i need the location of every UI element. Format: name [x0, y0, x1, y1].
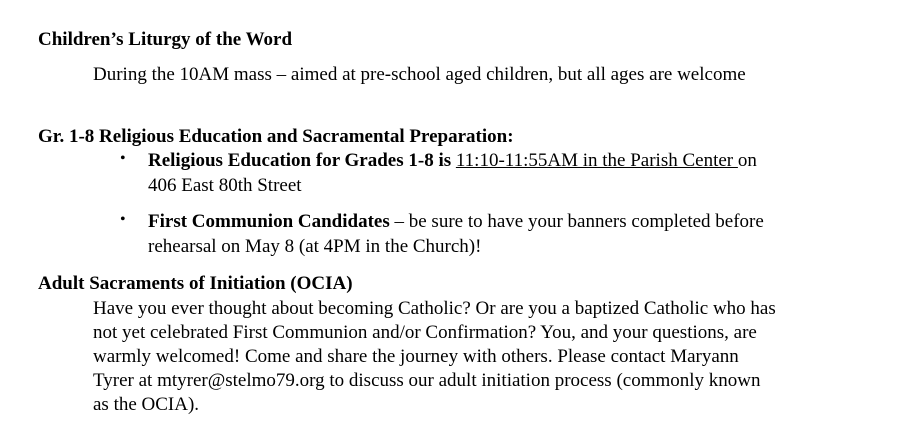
bullet-marker: • — [120, 150, 126, 167]
first-communion-bold-text: First Communion Candidates — [148, 211, 390, 232]
religious-education-bold-text: Religious Education for Grades 1-8 is — [148, 150, 456, 171]
adult-sacraments-line: as the OCIA). — [93, 394, 200, 415]
religious-education-time-location: 11:10-11:55AM in the Parish Center — [455, 150, 738, 171]
religious-education-address: 406 East 80th Street — [148, 175, 302, 196]
religious-education-trailing-text: on — [737, 150, 757, 171]
childrens-liturgy-text: During the 10AM mass – aimed at pre-school aged children, but all ages are welcome — [93, 64, 746, 85]
adult-sacraments-line: Have you ever thought about becoming Catholic? Or are you a baptized Catholic who has — [93, 298, 776, 319]
childrens-liturgy-heading: Children’s Liturgy of the Word — [38, 29, 293, 50]
adult-sacraments-heading: Adult Sacraments of Initiation (OCIA) — [38, 273, 353, 294]
religious-education-heading: Gr. 1-8 Religious Education and Sacramental Preparation: — [38, 126, 514, 147]
bullet-marker: • — [120, 211, 126, 228]
adult-sacraments-line: Tyrer at mtyrer@stelmo79.org to discuss our adult initiation process (commonly known — [93, 370, 761, 391]
adult-sacraments-line: warmly welcomed! Come and share the journey with others. Please contact Maryann — [93, 346, 739, 367]
religious-education-bullet-line-1 — [148, 149, 757, 173]
adult-sacraments-line: not yet celebrated First Communion and/or Confirmation? You, and your questions, are — [93, 322, 757, 343]
first-communion-bullet-line-1 — [148, 210, 764, 234]
first-communion-trailing-text: – be sure to have your banners completed before — [389, 211, 764, 232]
first-communion-rehearsal: rehearsal on May 8 (at 4PM in the Church)! — [148, 236, 482, 257]
